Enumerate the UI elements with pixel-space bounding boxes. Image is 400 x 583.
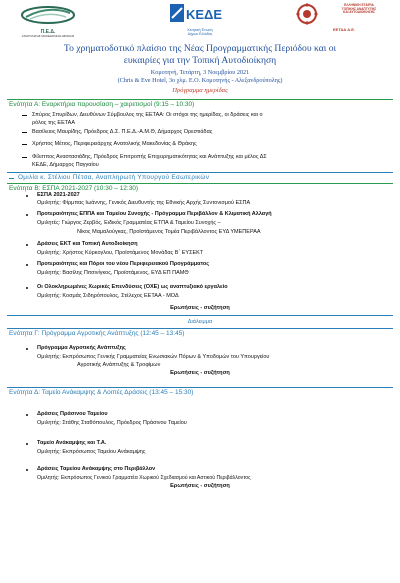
section-a-item: Βασίλειος Μαυρίδης, Πρόεδρος Δ.Σ. Π.Ε.Δ.-Α.Μ.Θ, Δήμαρχος Ορεστιάδας [32, 129, 213, 135]
title-line1: Το χρηματοδοτικό πλαίσιο της Νέας Προγραμματικής Περιόδου και οι [63, 43, 337, 54]
talk-speaker: Ομιλητής: Κοσμάς Σιδηρόπουλος, Στέλεχος ΕΕΤΑΑ - ΜΟΔ [37, 293, 179, 299]
bullet-dot [26, 195, 28, 197]
talk-speaker: Ομιλητής: Βασίλης Πιτσινίγκος, Προϊστάμενος, ΕΥΔ ΕΠ ΠΑΜΘ [37, 270, 189, 276]
section-a-item: ΚΕΔΕ, Δήμαρχος Παγγαίου [32, 162, 99, 168]
ped-name: Π.Ε.Δ. [40, 29, 56, 35]
bullet-dash [22, 157, 27, 158]
section-a-item: Σπύρος Σπυρίδων, Διευθύνων Σύμβουλος της ΕΕΤΑΑ: Οι στόχοι της ημερίδας, οι δράσεις και ο [32, 112, 263, 118]
bullet-dot [26, 264, 28, 266]
bullet-dot [26, 214, 28, 216]
talk-title: Οι Ολοκληρωμένες Χωρικές Επενδύσεις (ΟΧΕ) ως αναπτυξιακό εργαλείο [37, 284, 228, 290]
kede-emblem-icon [168, 2, 232, 24]
kede-logo [168, 2, 232, 38]
bullet-dot [26, 443, 28, 445]
program-heading: Πρόγραμμα ημερίδας [172, 87, 228, 94]
event-date: Κομοτηνή, Τετάρτη, 3 Νοεμβρίου 2021 [150, 69, 250, 76]
section-g-heading: Ενότητα Γ: Πρόγραμμα Αγροτικής Ανάπτυξης (12:45 – 13:45) [7, 328, 393, 338]
talk-speaker: Ομιλητής: Χρήστος Κύρκογλου, Προϊστάμενος Μονάδας Β΄ ΕΥΣΕΚΤ [37, 250, 204, 256]
qa-label: Ερωτήσεις - συζήτηση [170, 370, 230, 376]
talk-speaker: Αγροτικής Ανάπτυξης & Τροφίμων [77, 362, 161, 368]
qa-label: Ερωτήσεις - συζήτηση [170, 305, 230, 311]
divider [7, 315, 393, 316]
bullet-dot [26, 287, 28, 289]
section-b-heading: Ενότητα Β: ΕΣΠΑ 2021-2027 (10:30 – 12:30) [7, 183, 393, 193]
event-venue: (Chris & Eve Hotel, 3ο χλμ. Ε.Ο. Κομοτηνής - Αλεξανδρούπολης) [117, 77, 283, 84]
break-label: Διάλειμμα [187, 319, 213, 325]
section-a-heading: Ενότητα Α: Εναρκτήρια παρουσίαση – χαιρετισμοί (9:15 – 10:30) [7, 99, 393, 109]
eeta-line2: ΤΟΠΙΚΗΣ ΑΝΑΠΤΥΞΗΣ [341, 6, 377, 11]
eeta-line1: ΕΛΛΗΝΙΚΗ ΕΤΑΙΡΙΑ [344, 3, 374, 7]
divider [7, 172, 393, 173]
talk-speaker: Ομιλητής: Στάθης Σταθόπουλος, Πρόεδρος Πράσινου Ταμείου [37, 420, 187, 426]
eeta-logo [292, 0, 396, 40]
page-title [6, 43, 394, 66]
talk-speaker: Ομιλητές: Γιώργος Ζερβός, Ειδικός Γραμματέας ΕΤΠΑ & Ταμείου Συνοχής – [37, 220, 221, 226]
bullet-dash [9, 178, 14, 179]
kede-name: ΚΕΔΕ [186, 7, 223, 22]
bullet-dot [26, 244, 28, 246]
eeta-name: ΕΕΤΑΑ Α.Ε. [332, 27, 355, 32]
bullet-dot [26, 469, 28, 471]
talk-title: Προτεραιότητες ΕΠΠΑ και Ταμείου Συνοχής - Πρόγραμμα Περιβάλλον & Κλιματική Αλλαγή [37, 211, 272, 217]
ped-subtitle: ΑΝΑΤΟΛΙΚΗΣ ΜΑΚΕΔΟΝΙΑΣ-ΘΡΑΚΗΣ [21, 34, 75, 38]
title-line2: ευκαιρίες για την Τοπική Αυτοδιοίκηση [123, 54, 277, 66]
talk-speaker: Νίκος Μαμαλούγκας, Προϊστάμενος Τομέα Περιβάλλοντος ΕΥΔ ΥΜΕΠΕΡΑΑ [77, 229, 261, 235]
section-a-item: Φίλιππος Αναστασιάδης, Πρόεδρος Επιτροπής Επιχειρηματικότητας και Ανάπτυξης και μέλος ΔΣ [32, 154, 267, 160]
section-d-heading: Ενότητα Δ: Ταμείο Ανάκαμψης & Λοιπές Δράσεις (13:45 – 15:30) [7, 387, 393, 397]
bullet-dash [22, 144, 27, 145]
talk-speaker: Ομιλητής: Φίρμπας Ιωάννης, Γενικός Διευθυντής της Εθνικής Αρχής Συντονισμού ΕΣΠΑ [37, 200, 251, 206]
qa-label: Ερωτήσεις - συζήτηση [170, 483, 230, 489]
logo-bar [0, 0, 400, 40]
talk-title: Δράσεις ΕΚΤ και Τοπική Αυτοδιοίκηση [37, 241, 138, 247]
talk-title: Δράσεις Πράσινου Ταμείου [37, 411, 108, 417]
kede-sub2: Δήμων Ελλάδας [187, 31, 213, 36]
eeta-line3: ΚΑΙ ΑΥΤΟΔΙΟΙΚΗΣΗΣ [343, 10, 375, 15]
eeta-emblem-icon [292, 3, 322, 25]
bullet-dash [22, 115, 27, 116]
talk-title: Δράσεις Ταμείου Ανάκαμψης στο Περιβάλλον [37, 466, 156, 472]
talk-title: Προτεραιότητες και Πόροι του νέου Περιφερειακού Προγράμματος [37, 261, 210, 267]
minister-speech: Ομιλία κ. Στέλιου Πέτσα, Αναπληρωτή Υπουργού Εσωτερικών [18, 174, 210, 181]
talk-title: ΕΣΠΑ 2021-2027 [37, 192, 80, 198]
talk-title: Πρόγραμμα Αγροτικής Ανάπτυξης [37, 345, 126, 351]
talk-speaker: Ομιλητής: Εκπρόσωπος Γενικής Γραμματείας Ενωσιακών Πόρων & Υποδομών του Υπουργείου [37, 354, 270, 360]
talk-speaker: Ομιλητής: Εκπρόσωπος Γενικού Γραμματέα Χωρικού Σχεδιασμού και Αστικού Περιβάλλοντος [37, 475, 251, 481]
section-a-item: ρόλος της ΕΕΤΑΑ [32, 120, 76, 126]
bullet-dash [22, 132, 27, 133]
kede-sub1: Κεντρική Ένωση [187, 28, 213, 32]
talk-speaker: Ομιλητής: Εκπρόσωπος Ταμείου Ανάκαμψης [37, 449, 146, 455]
ped-emblem-icon [14, 3, 82, 25]
bullet-dot [26, 348, 28, 350]
ped-logo [14, 3, 82, 37]
bullet-dot [26, 414, 28, 416]
talk-title: Ταμείο Ανάκαμψης και Τ.Α. [37, 440, 107, 446]
section-a-item: Χρήστος Μέτιος, Περιφερειάρχης Ανατολικής Μακεδονίας & Θράκης [32, 141, 197, 147]
